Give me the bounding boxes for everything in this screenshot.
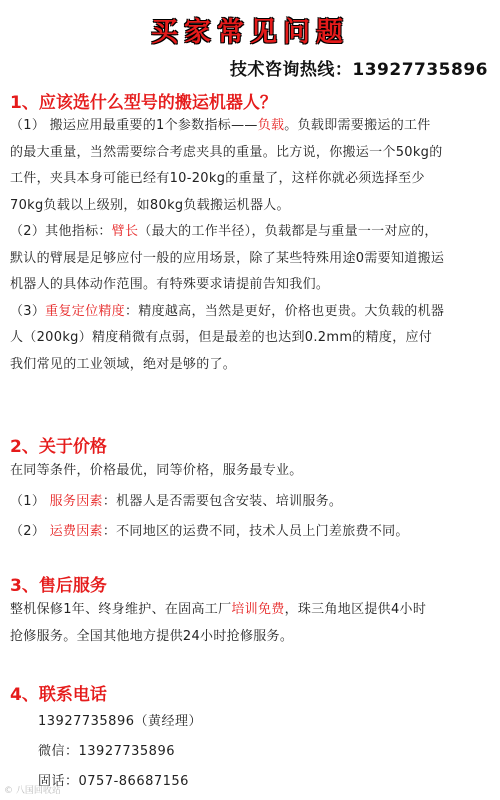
keyword-free-training: 培训免费 xyxy=(231,602,285,617)
s1-line: 机器人的具体动作范围。有特殊要求请提前告知我们。 xyxy=(10,277,330,292)
s1-line: 工件，夹具本身可能已经有10-20kg的重量了，这样你就必须选择至少 xyxy=(10,171,425,186)
keyword-load: 负载 xyxy=(257,118,285,133)
section-1-body xyxy=(10,113,496,378)
keyword-precision: 重复定位精度 xyxy=(45,303,125,319)
s1-line: 我们常见的工业领域，绝对是够的了。 xyxy=(10,356,237,372)
hotline-text: 技术咨询热线：13927735896 xyxy=(229,60,488,80)
s1-line: （3）重复定位精度：精度越高，当然是更好，价格也更贵。大负载的机器 xyxy=(10,303,445,319)
contact-phone: 13927735896（黄经理） xyxy=(38,714,202,729)
s2-line: 在同等条件，价格最优，同等价格，服务最专业。 xyxy=(10,463,303,478)
keyword-freight: 运费因素 xyxy=(49,524,103,539)
contact-wechat: 微信：13927735896 xyxy=(38,744,175,759)
keyword-service: 服务因素 xyxy=(49,493,103,509)
contact-landline: 固话：0757-86687156 xyxy=(38,774,189,789)
section-4-heading: 4、联系电话 xyxy=(10,685,107,705)
s1-line: 人（200kg）精度稍微有点弱，但是最差的也达到0.2mm的精度，应付 xyxy=(10,330,433,345)
s3-line: 抢修服务。全国其他地方提供24小时抢修服务。 xyxy=(10,628,294,644)
section-3-heading: 3、售后服务 xyxy=(10,576,107,596)
s1-line: 默认的臂展是足够应付一般的应用场景，除了某些特殊用途0需要知道搬运 xyxy=(10,250,445,266)
section-3-body xyxy=(10,597,496,650)
keyword-arm-length: 臂长 xyxy=(111,224,139,239)
section-2-body xyxy=(10,458,496,546)
s1-line: 70kg负载以上级别，如80kg负载搬运机器人。 xyxy=(10,197,290,213)
page-title: 买家常见问题 xyxy=(151,17,349,48)
s2-line: （2） 运费因素：不同地区的运费不同，技术人员上门差旅费不同。 xyxy=(10,524,409,539)
s1-line: （1） 搬运应用最重要的1个参数指标——负载。负载即需要搬运的工件 xyxy=(10,118,431,133)
s1-line: 的最大重量，当然需要综合考虑夹具的重量。比方说，你搬运一个50kg的 xyxy=(10,144,443,160)
section-1-heading: 1、应该选什么型号的搬运机器人？ xyxy=(10,93,277,113)
s3-line: 整机保修1年、终身维护、在固高工厂培训免费，珠三角地区提供4小时 xyxy=(10,602,427,617)
s1-line: （2）其他指标：臂长（最大的工作半径），负载都是与重量一一对应的， xyxy=(10,224,438,239)
watermark: © 八国回收站 xyxy=(4,786,61,796)
s2-line: （1） 服务因素：机器人是否需要包含安装、培训服务。 xyxy=(10,493,343,509)
section-2-heading: 2、关于价格 xyxy=(10,437,107,457)
